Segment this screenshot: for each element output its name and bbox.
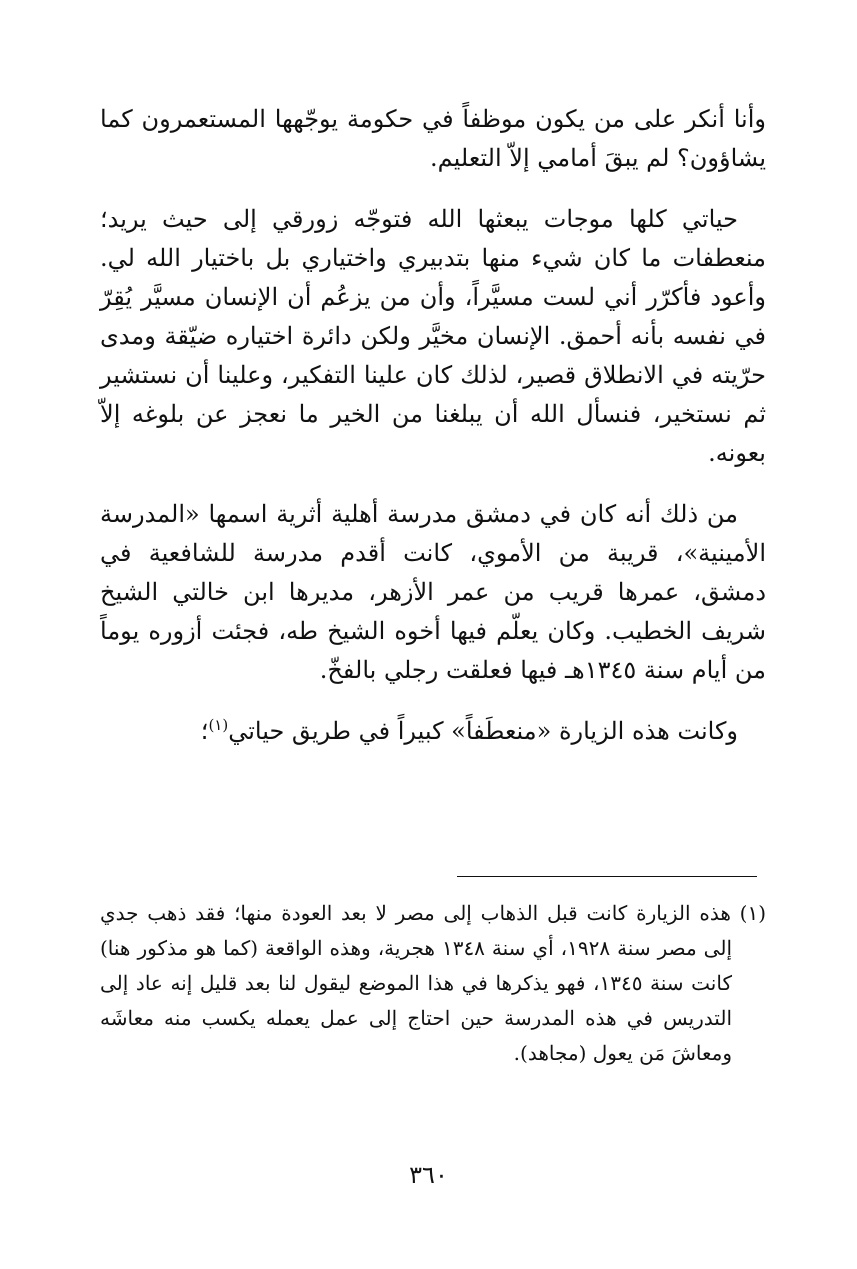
paragraph-2: حياتي كلها موجات يبعثها الله فتوجّه زورقي إلى حيث يريد؛ منعطفات ما كان شيء منها بتدبيري واختياري بل باختيار الله لي. وأعود فأكرّر أني لست مسيَّراً، وأن من يزعُم أن الإنسان مسيَّر يُقِرّ في نفسه بأنه أحمق. الإنسان مخيَّر ولكن دائرة اختياره ضيّقة ومدى حرّيته في الانطلاق قصير، لذلك كان علينا التفكير، وعلينا أن نستشير ثم نستخير، فنسأل الله أن يبلغنا من الخير ما نعجز عن بلوغه إلاّ بعونه. (100, 205, 766, 467)
page-body (100, 100, 766, 751)
footnote-1: (١) هذه الزيارة كانت قبل الذهاب إلى مصر لا بعد العودة منها؛ فقد ذهب جدي إلى مصر سنة ١٩٢٨، أي سنة ١٣٤٨ هجرية، وهذه الواقعة (كما هو مذكور هنا) كانت سنة ١٣٤٥، فهو يذكرها في هذا الموضع ليقول لنا بعد قليل إنه عاد إلى التدريس في هذه المدرسة حين احتاج إلى عمل يعمله يكسب منه معاشَه ومعاشَ مَن يعول (مجاهد). (100, 901, 766, 1065)
page-number: ٣٦٠ (409, 1161, 448, 1189)
paragraph-4-text: وكانت هذه الزيارة «منعطَفاً» كبيراً في طريق حياتي (228, 717, 738, 745)
paragraph-4-trailing-punctuation: ؛ (200, 717, 209, 745)
footnotes (100, 896, 766, 1071)
footnote-reference[interactable]: (١) (208, 716, 229, 734)
footnote-separator (457, 876, 757, 877)
paragraph-1: وأنا أنكر على من يكون موظفاً في حكومة يوجّهها المستعمرون كما يشاؤون؟ لم يبقَ أمامي إلاّ التعليم. (100, 105, 766, 172)
paragraph-4 (100, 712, 766, 751)
paragraph-3: من ذلك أنه كان في دمشق مدرسة أهلية أثرية اسمها «المدرسة الأمينية»، قريبة من الأموي، كانت أقدم مدرسة للشافعية في دمشق، عمرها قريب من عمر الأزهر، مديرها ابن خالتي الشيخ شريف الخطيب. وكان يعلّم فيها أخوه الشيخ طه، فجئت أزوره يوماً من أيام سنة ١٣٤٥هـ فيها فعلقت رجلي بالفخّ. (100, 500, 766, 684)
